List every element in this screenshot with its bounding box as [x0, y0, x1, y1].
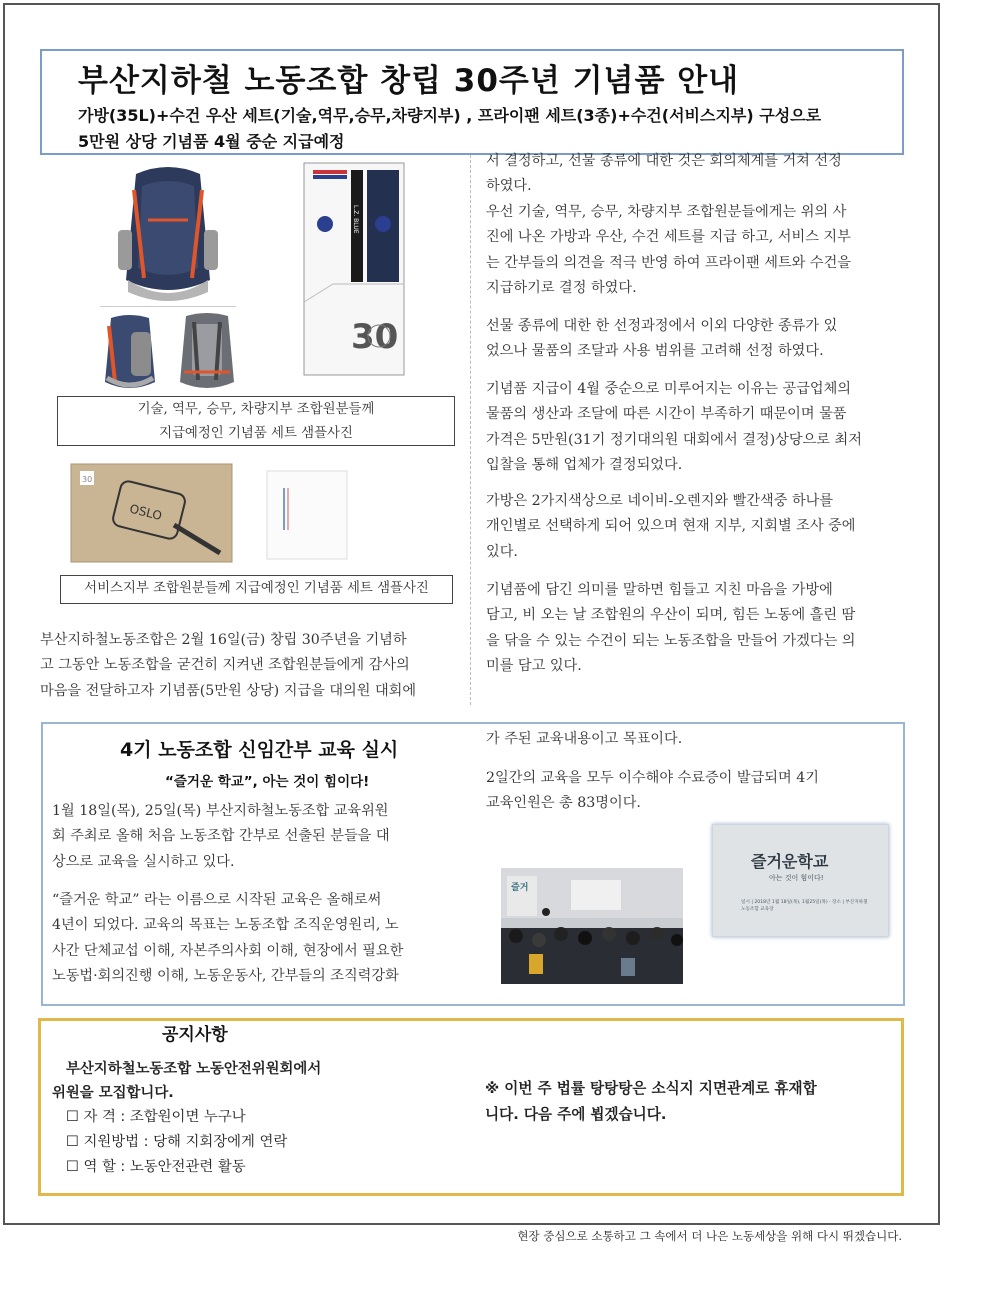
notice-item-qualification: ☐ 자 격 : 조합원이면 누구나	[66, 1109, 246, 1125]
text-line: 2일간의 교육을 모두 이수해야 수료증이 발급되며 4기	[486, 770, 819, 786]
text-line: 교육인원은 총 83명이다.	[486, 795, 641, 812]
text-line: 상으로 교육을 실시하고 있다.	[52, 853, 235, 870]
text-line: 담고, 비 오는 날 조합원의 우산이 되며, 힘든 노동에 흘린 땀	[486, 607, 856, 624]
text-line: 었으나 물품의 조달과 사용 범위를 고려해 선정 하였다.	[486, 343, 824, 360]
article1-right-paragraph-1	[486, 149, 906, 301]
umbrella-brand-label: L.Z. BLUE	[352, 205, 359, 234]
article1-right-paragraph-4	[486, 489, 906, 565]
text-line: 4년이 되었다. 교육의 목표는 노동조합 조직운영원리, 노	[52, 917, 399, 934]
footer-slogan: 현장 중심으로 소통하고 그 속에서 더 나은 노동세상을 위해 다시 뛰겠습니다.	[517, 1229, 902, 1243]
banner-info: 일시 | 2018년 1월 18일(목), 1월25일(목) · 장소 | 부산지하철노동조합 교육장	[741, 900, 868, 912]
text-line: 노동법·회의진행 이해, 노동운동사, 간부들의 조직력강화	[52, 968, 399, 985]
education-title: 4기 노동조합 신임간부 교육 실시	[120, 739, 399, 761]
education-left-paragraph-1	[52, 799, 460, 875]
classroom-sign-text: 즐거	[511, 883, 529, 893]
text-line: 가격은 5만원(31기 정기대의원 대회에서 결정)상당으로 최저	[486, 431, 862, 448]
headline-box	[40, 49, 904, 155]
text-line: 는 간부들의 의견을 적극 반영 하여 프라이팬 세트와 수건을	[486, 254, 852, 271]
notice-title: 공지사항	[162, 1025, 228, 1045]
headline-title: 부산지하철 노동조합 창립 30주년 기념품 안내	[78, 63, 740, 99]
photo-caption-1-line2: 지급예정인 기념품 세트 샘플사진	[159, 426, 353, 441]
education-right-paragraph-2	[486, 766, 896, 817]
text-line: 선물 종류에 대한 한 선정과정에서 이외 다양한 종류가 있	[486, 318, 838, 334]
frying-pan-mark: 30	[82, 475, 93, 484]
text-line: 있다.	[486, 543, 518, 560]
image-separator	[100, 306, 236, 307]
education-subtitle: “즐거운 학교”, 아는 것이 힘이다!	[165, 774, 370, 790]
education-left-paragraph-2	[52, 888, 460, 990]
notice-item-application: ☐ 지원방법 : 당해 지회장에게 연락	[66, 1134, 288, 1150]
text-line: 기념품 지급이 4월 중순으로 미루어지는 이유는 공급업체의	[486, 381, 852, 397]
article1-right-paragraph-3	[486, 377, 906, 479]
text-line: 기념품에 담긴 의미를 말하면 힘들고 지친 마음을 가방에	[486, 582, 833, 598]
text-line: 진에 나온 가방과 우산, 수건 세트를 지급 하고, 서비스 지부	[486, 229, 851, 246]
article1-right-paragraph-2	[486, 314, 906, 365]
headline-subtitle-line2: 5만원 상당 기념품 4월 중순 지급예정	[78, 132, 345, 151]
article1-left-paragraph	[40, 628, 460, 704]
backpack-back-image	[172, 310, 242, 394]
column-divider	[470, 155, 471, 705]
backpack-side-image	[95, 312, 165, 394]
text-line: “즐거운 학교” 라는 이름으로 시작된 교육은 올해로써	[52, 892, 382, 908]
text-line: 부산지하철노동조합은 2월 16일(금) 창립 30주년을 기념하	[40, 632, 407, 648]
text-line: 입찰을 통해 업체가 결정되었다.	[486, 457, 683, 474]
text-line: 을 닦을 수 있는 수건이 되는 노동조합을 만들어 가겠다는 의	[486, 632, 856, 649]
school-banner-photo	[712, 824, 889, 937]
headline-subtitle-line1: 가방(35L)+수건 우산 세트(기술,역무,승무,차량지부) , 프라이팬 세트(3종)+수건(서비스지부) 구성으로	[78, 106, 822, 125]
backpack-front-image	[98, 160, 238, 308]
text-line: 서 결정하고, 선물 종류에 대한 것은 회의체계를 거쳐 선정	[486, 153, 842, 169]
towel-image	[266, 470, 348, 560]
text-line: 물품의 생산과 조달에 따른 시간이 부족하기 때문이며 물품	[486, 406, 847, 423]
banner-title: 즐거운학교	[751, 852, 829, 871]
notice-line-2: 위원을 모집합니다.	[52, 1085, 174, 1101]
text-line: 고 그동안 노동조합을 굳건히 지켜낸 조합원분들에게 감사의	[40, 657, 410, 674]
classroom-photo	[501, 868, 683, 984]
notice-item-role: ☐ 역 할 : 노동안전관련 활동	[66, 1159, 246, 1175]
text-line: 가 주된 교육내용이고 목표이다.	[486, 731, 683, 747]
text-line: 1월 18일(목), 25일(목) 부산지하철노동조합 교육위원	[52, 803, 389, 819]
article1-right-paragraph-5	[486, 578, 906, 680]
text-line: 개인별로 선택하게 되어 있으며 현재 지부, 지회별 조사 중에	[486, 518, 856, 535]
photo-caption-2: 서비스지부 조합원분들께 지급예정인 기념품 세트 샘플사진	[60, 575, 453, 604]
text-line: 사간 단체교섭 이해, 자본주의사회 이해, 현장에서 필요한	[52, 942, 404, 959]
notice-line-1: 부산지하철노동조합 노동안전위원회에서	[66, 1061, 322, 1077]
text-line: 하였다.	[486, 178, 532, 195]
text-line: 미를 담고 있다.	[486, 658, 582, 675]
notice-right-line-1: ※ 이번 주 법률 탕탕탕은 소식지 지면관계로 휴재합	[485, 1080, 817, 1097]
text-line: 지급하기로 결정 하였다.	[486, 280, 637, 297]
photo-caption-1-line1: 기술, 역무, 승무, 차량지부 조합원분들께	[137, 402, 375, 417]
umbrella-towel-box-image	[303, 162, 405, 376]
notice-right-line-2: 니다. 다음 주에 뵙겠습니다.	[485, 1106, 667, 1123]
notice-law-column-note	[485, 1076, 817, 1128]
frying-pan-label: OSLO	[128, 501, 164, 524]
text-line: 우선 기술, 역무, 승무, 차량지부 조합원분들에게는 위의 사	[486, 203, 847, 220]
text-line: 마음을 전달하고자 기념품(5만원 상당) 지급을 대의원 대회에	[40, 682, 417, 699]
photo-caption-1	[57, 396, 455, 446]
banner-subtitle: 아는 것이 힘이다!	[769, 874, 824, 882]
frying-pan-box-image	[70, 463, 233, 563]
text-line: 가방은 2가지색상으로 네이비-오렌지와 빨간색중 하나를	[486, 493, 834, 509]
text-line: 회 주최로 올해 처음 노동조합 간부로 선출된 분들을 대	[52, 828, 390, 845]
umbrella-box-mark: 30	[351, 317, 399, 357]
education-right-paragraph-1	[486, 727, 896, 752]
